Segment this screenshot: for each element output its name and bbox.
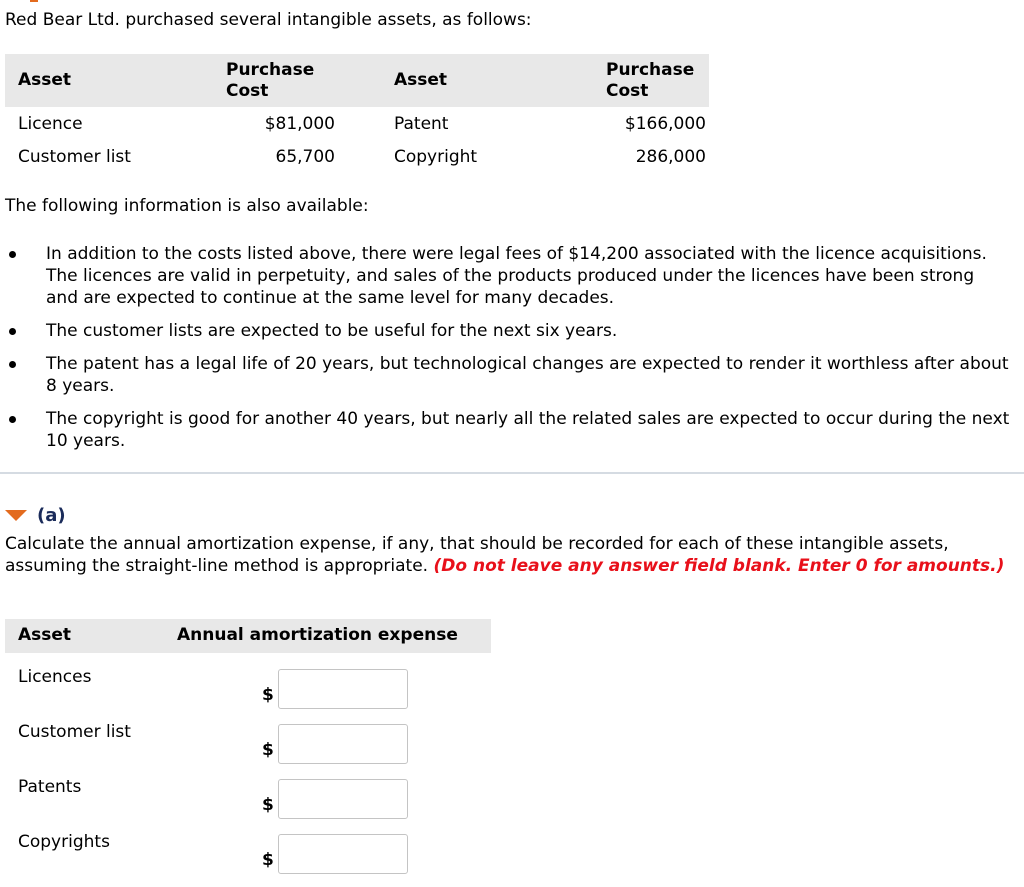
dollar-sign: $ xyxy=(262,740,274,760)
cell-customer-list: Customer list xyxy=(18,146,131,167)
header-purchase-cost-2: Purchase Cost xyxy=(606,59,695,101)
intangible-assets-table xyxy=(5,54,709,173)
table-row xyxy=(5,107,709,140)
cell-patent: Patent xyxy=(394,113,449,134)
dollar-sign: $ xyxy=(262,795,274,815)
bullet-icon xyxy=(9,361,16,368)
licences-expense-input[interactable] xyxy=(278,669,408,709)
bullet-icon xyxy=(9,328,16,335)
answer-header-asset: Asset xyxy=(18,625,72,645)
answer-row-licences xyxy=(0,667,500,722)
customer-list-expense-input[interactable] xyxy=(278,724,408,764)
caret-down-icon[interactable] xyxy=(5,510,27,521)
answer-table-header xyxy=(5,619,491,653)
header-asset: Asset xyxy=(18,70,72,90)
cell-patent-cost: $166,000 xyxy=(624,113,706,134)
answer-label: Copyrights xyxy=(18,832,110,852)
also-available-text: The following information is also available: xyxy=(5,196,369,216)
list-item xyxy=(0,353,1010,397)
facts-list xyxy=(0,243,1010,463)
fact-text: The copyright is good for another 40 years, but nearly all the related sales are expected to occur during the next 10 years. xyxy=(46,409,1010,451)
cell-licence-cost: $81,000 xyxy=(264,113,335,134)
question-text xyxy=(5,533,1020,577)
bullet-icon xyxy=(9,416,16,423)
list-item xyxy=(0,243,1010,309)
cell-copyright: Copyright xyxy=(394,146,478,167)
fact-text: In addition to the costs listed above, there were legal fees of $14,200 associated with the licence acquisitions. The licences are valid in perpetuity, and sales of the products produced under the licences have been strong and are expected to continue at the same level for many decades. xyxy=(46,244,987,308)
cell-copyright-cost: 286,000 xyxy=(635,146,706,167)
answer-label: Patents xyxy=(18,777,82,797)
question-body: Calculate the annual amortization expense, if any, that should be recorded for each of these intangible assets, assuming the straight-line method is appropriate. xyxy=(5,534,949,576)
intro-text: Red Bear Ltd. purchased several intangible assets, as follows: xyxy=(5,10,532,30)
warning-text: (Do not leave any answer field blank. Enter 0 for amounts.) xyxy=(433,556,1005,576)
section-divider xyxy=(0,472,1024,474)
part-label: (a) xyxy=(37,505,66,526)
cell-customer-list-cost: 65,700 xyxy=(275,146,335,167)
dollar-sign: $ xyxy=(262,850,274,870)
copyrights-expense-input[interactable] xyxy=(278,834,408,874)
list-item xyxy=(0,408,1010,452)
answer-row-copyrights xyxy=(0,832,500,887)
patents-expense-input[interactable] xyxy=(278,779,408,819)
answer-label: Licences xyxy=(18,667,92,687)
answer-header-expense: Annual amortization expense xyxy=(177,625,458,645)
header-asset-2: Asset xyxy=(394,70,448,90)
part-a-toggle[interactable] xyxy=(5,505,66,526)
answer-row-patents xyxy=(0,777,500,832)
cell-licence: Licence xyxy=(18,113,83,134)
accent-mark xyxy=(30,0,38,2)
table-header-row xyxy=(5,54,709,107)
fact-text: The customer lists are expected to be useful for the next six years. xyxy=(46,321,618,341)
header-purchase-cost: Purchase Cost xyxy=(226,59,315,101)
table-row xyxy=(5,140,709,173)
list-item xyxy=(0,320,1010,342)
bullet-icon xyxy=(9,251,16,258)
fact-text: The patent has a legal life of 20 years, but technological changes are expected to render it worthless after about 8 years. xyxy=(46,354,1009,396)
answer-row-customer-list xyxy=(0,722,500,777)
answer-label: Customer list xyxy=(18,722,131,742)
dollar-sign: $ xyxy=(262,685,274,705)
